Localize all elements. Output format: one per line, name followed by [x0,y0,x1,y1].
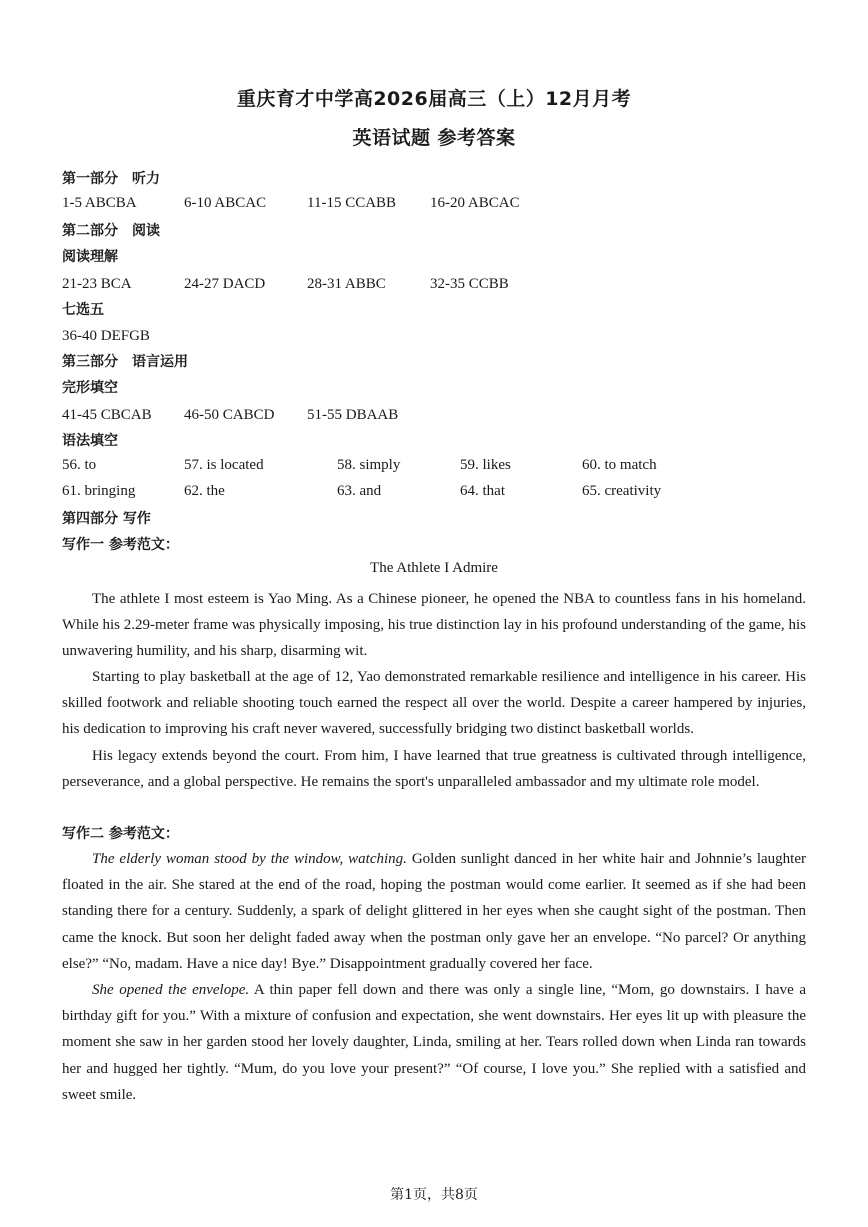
writing1-paragraph: Starting to play basketball at the age of 12, Yao demonstrated remarkable resilience and intelligence in his career. His skilled footwork and reliable shooting touch earned the respect all over the world. Despite a career hampered by injuries, his dedication to improving his craft never wavered, successfully bridging two distinct basketball worlds. [62,669,806,738]
answer-group: 51-55 DBAAB [307,407,399,423]
essay-title: The Athlete I Admire [370,560,498,576]
writing2-paragraph-text: A thin paper fell down and there was only a single line, “Mom, go downstairs. I have a birthday gift for you.” With a mixture of confusion and expectation, she went downstairs. Her eyes lit up with pleasure the moment she saw in her garden stood her lovely daughter, Linda, smiling at her. Tears rolled down when Linda ran towards her and hugged her tightly. “Mum, do you love your present?” “Of course, I love you.” She replied with a satisfied and sweet smile. [62,982,806,1103]
grammar-answer: 62. the [184,483,225,499]
writing1-paragraph: The athlete I most esteem is Yao Ming. As a Chinese pioneer, he opened the NBA to countless fans in his homeland. While his 2.29-meter frame was physically imposing, his true distinction lay in his profound understanding of the game, his unwavering humility, and his sharp, disarming wit. [62,591,806,660]
reading-comprehension-heading: 阅读理解 [62,249,118,265]
answer-group: 28-31 ABBC [307,276,386,292]
part1-heading: 第一部分 听力 [62,171,160,187]
answer-group: 6-10 ABCAC [184,195,267,211]
cloze-heading: 完形填空 [62,380,118,396]
answer-group: 36-40 DEFGB [62,328,150,344]
grammar-answer: 59. likes [460,457,511,473]
grammar-answer: 60. to match [582,457,657,473]
part2-heading: 第二部分 阅读 [62,223,160,239]
answer-group: 46-50 CABCD [184,407,275,423]
answer-group: 32-35 CCBB [430,276,509,292]
writing2-paragraph-text: Golden sunlight danced in her white hair and Johnnie’s laughter floated in the air. She stared at the end of the road, hoping the postman would come earlier. It seemed as if she had been standing there for a century. Suddenly, a spark of delight glittered in her eyes when she caught sight of the postman. Then came the knock. But soon her delight faded away when the postman only gave her an envelope. “No parcel? Or anything else?” “No, madam. Have a nice day! Bye.” Disappointment gradually covered her face. [62,851,806,972]
grammar-fill-heading: 语法填空 [62,433,118,449]
grammar-answer: 63. and [337,483,382,499]
writing2-opening-sentence: The elderly woman stood by the window, watching. [92,851,407,867]
writing2-paragraph [62,846,806,977]
writing2-opening-sentence: She opened the envelope. [92,982,250,998]
writing1-heading: 写作一 参考范文： [62,537,179,553]
grammar-answer: 61. bringing [62,483,136,499]
answer-group: 41-45 CBCAB [62,407,152,423]
grammar-answer: 64. that [460,483,505,499]
answer-group: 16-20 ABCAC [430,195,520,211]
exam-title: 重庆育才中学高2026届高三（上）12月月考 [236,88,632,110]
exam-subtitle: 英语试题 参考答案 [352,127,516,149]
grammar-answer: 58. simply [337,457,401,473]
answer-group: 21-23 BCA [62,276,132,292]
grammar-answer: 65. creativity [582,483,662,499]
writing1-paragraph: His legacy extends beyond the court. From him, I have learned that true greatness is cultivated through intelligence, perseverance, and a global perspective. He remains the sport's unparalleled ambassador and my ultimate role model. [62,748,806,791]
answer-group: 24-27 DACD [184,276,266,292]
seven-choose-five-heading: 七选五 [62,302,104,318]
page-number: 第1页，共8页 [390,1187,478,1203]
grammar-answer: 56. to [62,457,97,473]
writing2-paragraph [62,977,806,1108]
grammar-answer: 57. is located [184,457,264,473]
answer-group: 11-15 CCABB [307,195,397,211]
answer-group: 1-5 ABCBA [62,195,137,211]
part3-heading: 第三部分 语言运用 [62,354,188,370]
writing2-heading: 写作二 参考范文： [62,826,179,842]
part4-heading: 第四部分 写作 [62,511,151,527]
